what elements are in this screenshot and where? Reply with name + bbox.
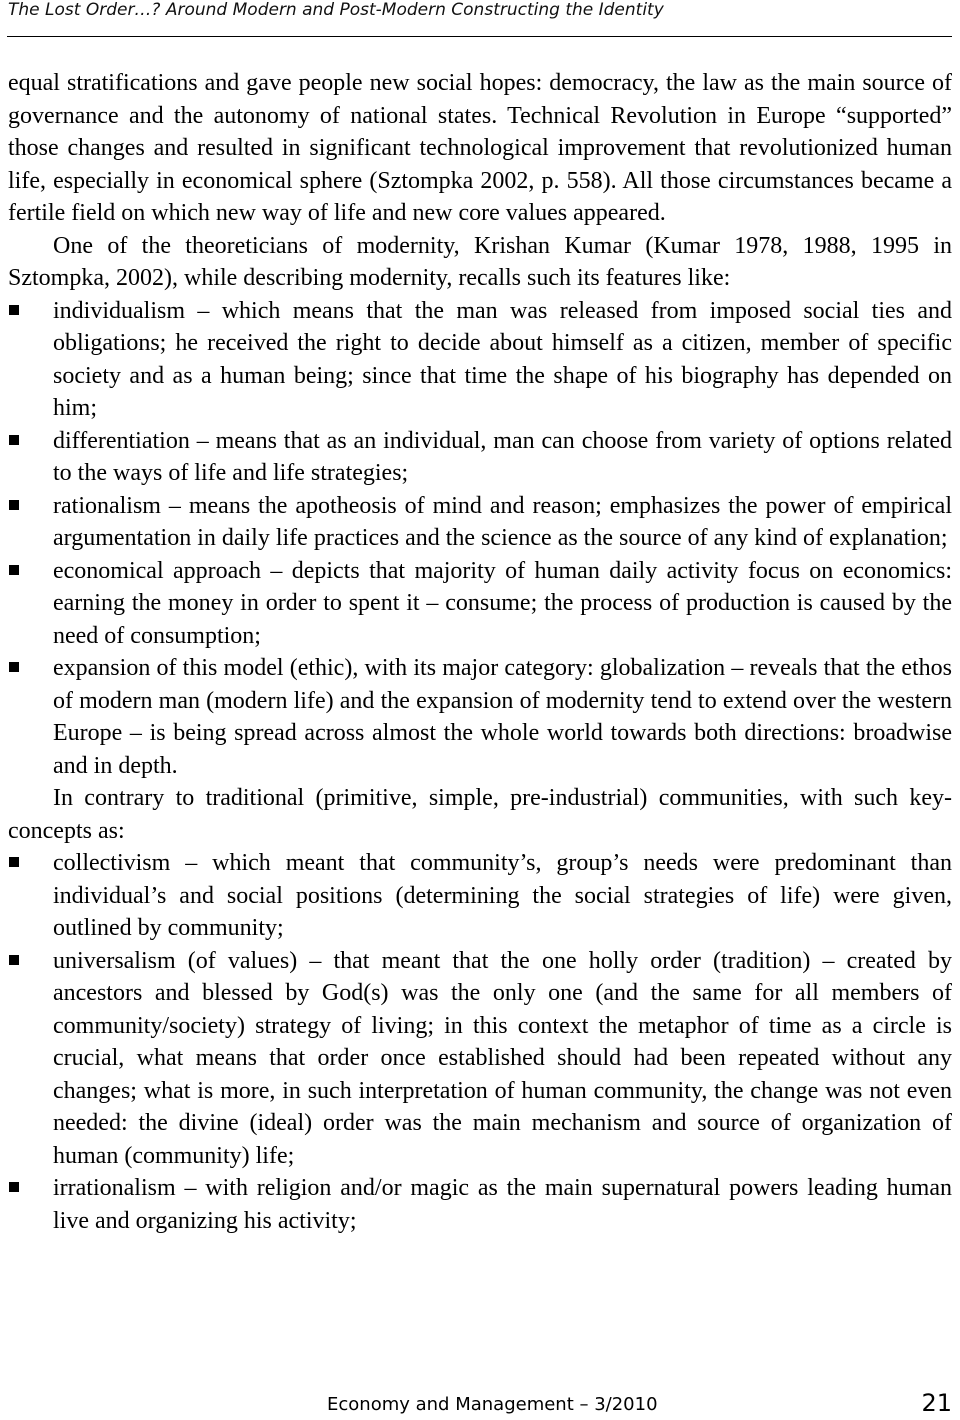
square-bullet-icon [9,565,19,575]
square-bullet-icon [9,305,19,315]
list-item-text: irrationalism – with religion and/or magic as the main supernatural powers leading human live and organizing his activity; [53,1175,952,1234]
square-bullet-icon [9,1182,19,1192]
list-item-text: rationalism – means the apotheosis of mind and reason; emphasizes the power of empirical argumentation in daily life practices and the science as the source of any kind of explanation; [53,492,952,551]
square-bullet-icon [9,662,19,672]
list-item [8,425,952,490]
list-item-text: individualism – which means that the man was released from imposed social ties and obligations; he received the right to decide about himself as a citizen, member of specific society and as a human being; since that time the shape of his biography has depended on him; [53,297,952,421]
square-bullet-icon [9,955,19,965]
list-item-text: universalism (of values) – that meant that the one holly order (tradition) – created by ancestors and blessed by God(s) was the only one (and the same for all members of community/society) strategy of living; in this context the metaphor of time as a circle is crucial, what means that order once established should had been repeated without any changes; what is more, in such interpretation of human community, the change was not even needed: the divine (ideal) order was the main mechanism and source of organization of human (community) life; [53,947,952,1169]
list-item-text: differentiation – means that as an individual, man can choose from variety of options related to the ways of life and life strategies; [53,427,952,486]
list-item [8,555,952,653]
square-bullet-icon [9,857,19,867]
list-item [8,847,952,945]
list-item-text: collectivism – which meant that community’s, group’s needs were predominant than individual’s and social positions (determining the social strategies of life) were given, outlined by community; [53,850,952,941]
paragraph-intro: equal stratifications and gave people new social hopes: democracy, the law as the main source of governance and the autonomy of national states. Technical Revolution in Europe “supported” those changes and resulted in significant technological improvement that revolutionized human life, especially in economical sphere (Sztompka 2002, p. 558). All those circumstances became a fertile field on which new way of life and new core values appeared. [8,70,952,226]
list-item-text: expansion of this model (ethic), with its major category: globalization – reveals that the ethos of modern man (modern life) and the expansion of modernity tend to extend over the western Europe – is being spread across almost the whole world towards both directions: broadwise and in depth. [53,655,952,779]
paragraph-kumar: One of the theoreticians of modernity, Krishan Kumar (Kumar 1978, 1988, 1995 in Sztompka, 2002), while describing modernity, recalls such its features like: [8,232,952,291]
square-bullet-icon [9,435,19,445]
traditional-concepts-list [8,847,952,1237]
running-header: The Lost Order…? Around Modern and Post-Modern Constructing the Identity [8,0,664,20]
square-bullet-icon [9,500,19,510]
list-item [8,295,952,425]
list-item [8,490,952,555]
body-text [8,67,952,1237]
page-number: 21 [921,1389,952,1417]
modern-features-list [8,295,952,783]
list-item [8,1172,952,1237]
list-item [8,652,952,782]
page-footer [0,1388,952,1420]
list-item [8,945,952,1173]
paragraph-traditional: In contrary to traditional (primitive, simple, pre-industrial) communities, with such key-concepts as: [8,785,952,844]
header-rule [7,36,952,37]
footer-journal-title: Economy and Management – 3/2010 [327,1394,658,1415]
list-item-text: economical approach – depicts that majority of human daily activity focus on economics: earning the money in order to spent it – consume; the process of production is caused by the need of consumption; [53,557,952,649]
